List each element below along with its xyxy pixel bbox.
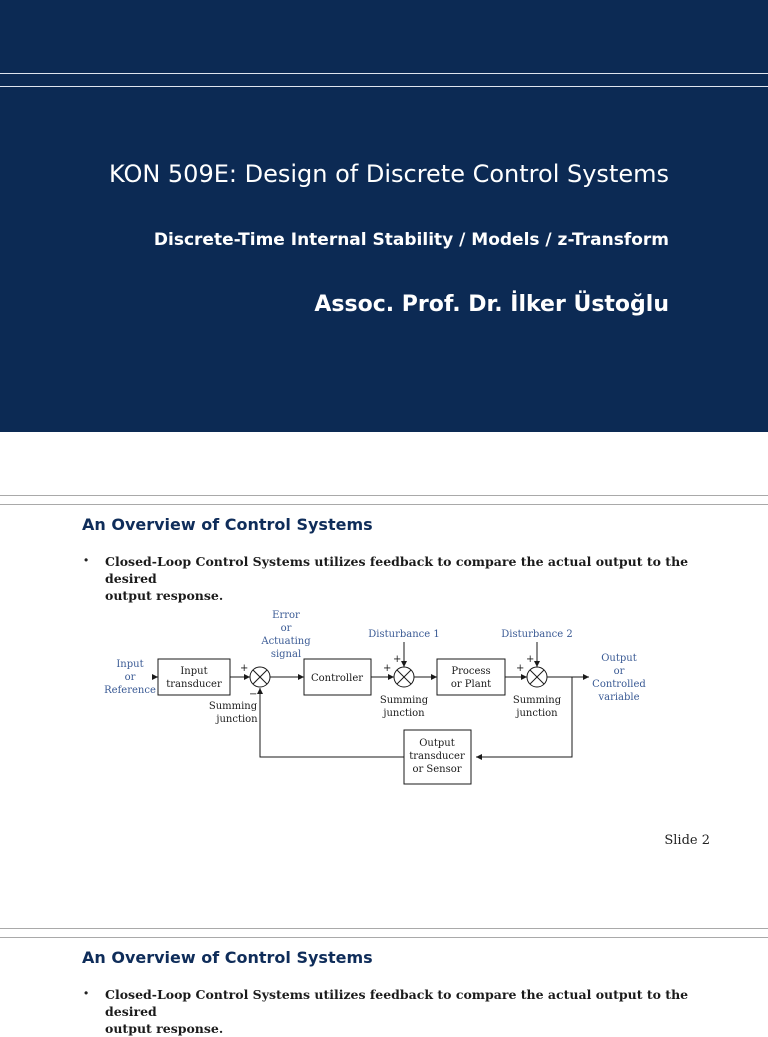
slide-2-bullet-text [105, 553, 715, 604]
summing-1-minus: − [249, 689, 258, 700]
error-label-line-4: signal [270, 649, 302, 660]
slide-3-heading: An Overview of Control Systems [82, 948, 373, 967]
summing-2-plus-top: + [393, 654, 402, 665]
input-transducer-line-1: Input [180, 666, 208, 677]
disturbance-1-label: Disturbance 1 [368, 629, 440, 640]
title-rule-bottom [0, 86, 768, 87]
summing-1-plus: + [240, 663, 249, 674]
output-label-line-2: or [613, 666, 625, 677]
slide-3-bullet-text [105, 986, 715, 1037]
input-label-line-2: or [124, 672, 136, 683]
process-line-2: or Plant [450, 679, 492, 690]
course-title: KON 509E: Design of Discrete Control Systems [109, 160, 669, 188]
title-rule-top [0, 73, 768, 74]
slide-2-bullet-line-2: output response. [105, 588, 224, 603]
input-transducer-line-2: transducer [166, 679, 222, 690]
slide-2-heading: An Overview of Control Systems [82, 515, 373, 534]
sensor-line-3: or Sensor [412, 764, 462, 775]
summing-1-label-line-2: junction [216, 714, 258, 725]
slide-2-number: Slide 2 [664, 833, 710, 848]
output-label-line-3: Controlled [592, 679, 646, 690]
output-label-line-1: Output [601, 653, 637, 664]
disturbance-2-label: Disturbance 2 [501, 629, 573, 640]
slide-2-rule-bottom [0, 504, 768, 505]
sensor-line-2: transducer [409, 751, 465, 762]
summing-junction-2 [394, 667, 414, 687]
control-block-diagram [105, 605, 645, 785]
summing-junction-1 [250, 667, 270, 687]
summing-2-label-line-2: junction [383, 708, 425, 719]
summing-3-plus-left: + [516, 663, 525, 674]
title-slide [0, 0, 768, 432]
slide-2-rule-top [0, 495, 768, 496]
input-label-line-1: Input [116, 659, 144, 670]
controller-label: Controller [310, 673, 364, 684]
slide-3-rule-top [0, 928, 768, 929]
input-label-line-3: Reference [104, 685, 156, 696]
summing-3-label-line-2: junction [516, 708, 558, 719]
slide-3-rule-bottom [0, 937, 768, 938]
slide-2-bullet-line-1: Closed-Loop Control Systems utilizes feedback to compare the actual output to the desired [105, 554, 689, 586]
summing-3-label-line-1: Summing [512, 695, 562, 706]
course-author: Assoc. Prof. Dr. İlker Üstoğlu [314, 292, 669, 317]
process-line-1: Process [451, 666, 491, 677]
error-label-line-3: Actuating [261, 636, 311, 647]
error-label-line-1: Error [272, 610, 300, 621]
summing-2-label-line-1: Summing [379, 695, 429, 706]
sensor-line-1: Output [419, 738, 455, 749]
error-label-line-2: or [280, 623, 292, 634]
summing-junction-3 [527, 667, 547, 687]
slide-3-bullet-line-1: Closed-Loop Control Systems utilizes feedback to compare the actual output to the desired [105, 987, 689, 1019]
slide-2-bullet-marker: • [84, 553, 89, 567]
slide-3-bullet-line-2: output response. [105, 1021, 224, 1036]
summing-1-label-line-1: Summing [208, 701, 258, 712]
slide-3-bullet-marker: • [84, 986, 89, 1000]
summing-2-plus-left: + [383, 663, 392, 674]
output-label-line-4: variable [598, 692, 640, 703]
summing-3-plus-top: + [526, 654, 535, 665]
course-subtitle: Discrete-Time Internal Stability / Models / z-Transform [153, 230, 669, 250]
